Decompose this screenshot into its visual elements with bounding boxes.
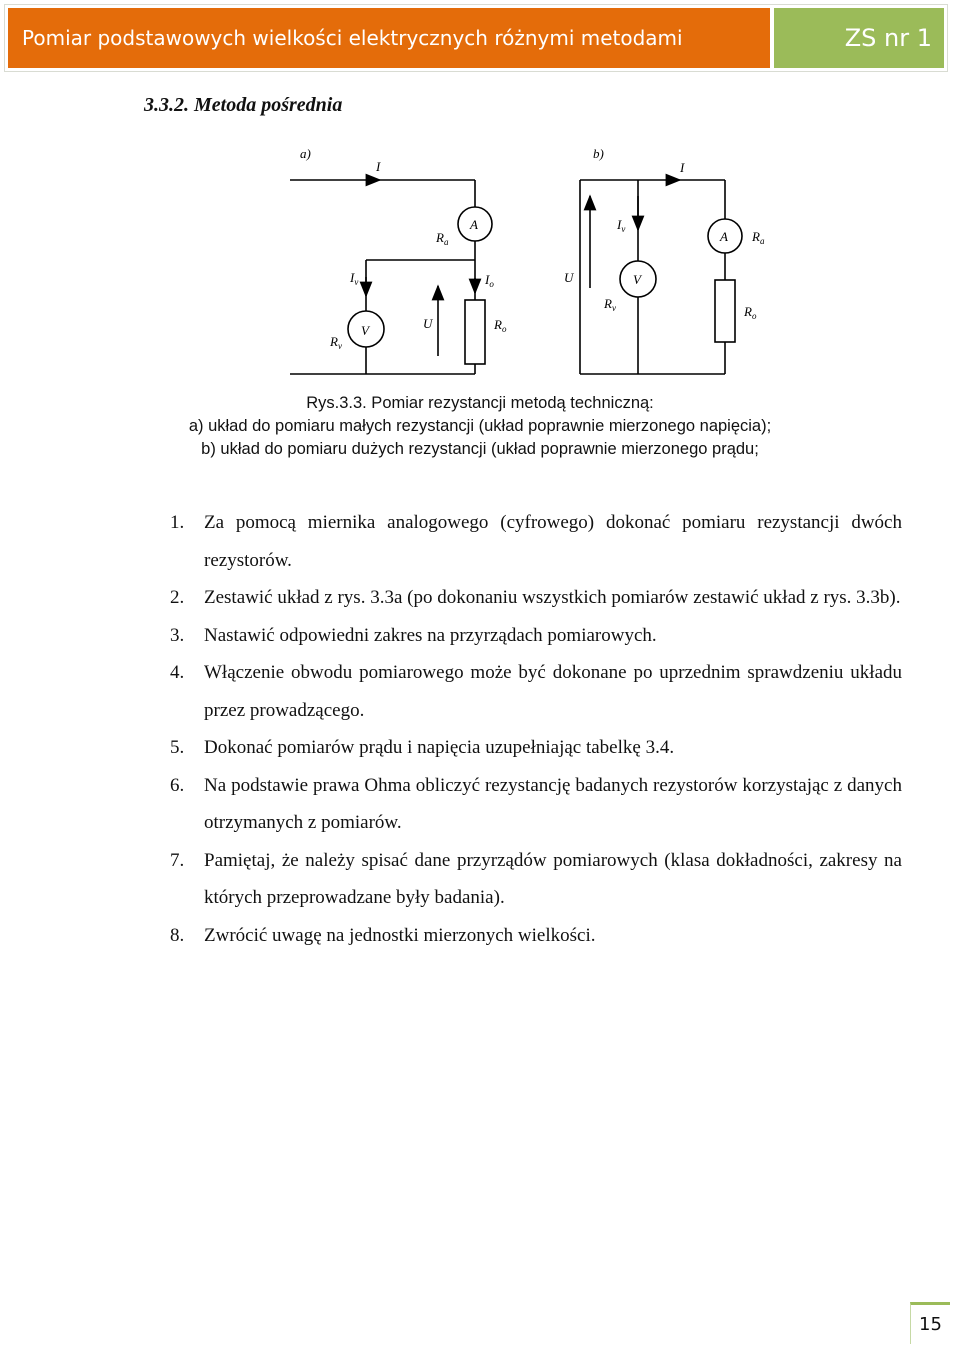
voltage-b: U xyxy=(564,270,574,285)
list-item: 8. Zwrócić uwagę na jednostki mierzonych wielkości. xyxy=(170,924,596,946)
figure-caption xyxy=(150,392,810,461)
label-b: b) xyxy=(593,146,604,161)
resistor-current-a: $I_o$ xyxy=(485,272,494,289)
list-item: 6. Na podstawie prawa Ohma obliczyć rezystancję badanych rezystorów korzystając z danych otrzymanych z pomiarów. xyxy=(170,774,902,833)
voltmeter-res-a: $R_v$ xyxy=(330,334,342,351)
header-title: Pomiar podstawowych wielkości elektrycznych różnymi metodami xyxy=(8,8,770,68)
label-a: a) xyxy=(300,146,311,161)
resistor-a: $R_o$ xyxy=(494,317,507,334)
voltmeter-res-b: $R_v$ xyxy=(604,296,616,313)
voltage-a: U xyxy=(423,316,433,331)
list-item: 3. Nastawić odpowiedni zakres na przyrządach pomiarowych. xyxy=(170,624,657,646)
voltmeter-current-a: $I_v$ xyxy=(350,270,359,287)
section-heading: 3.3.2. Metoda pośrednia xyxy=(144,94,343,116)
caption-line: a) układ do pomiaru małych rezystancji (układ poprawnie mierzonego napięcia); xyxy=(188,417,772,435)
caption-line: b) układ do pomiaru dużych rezystancji (układ poprawnie mierzonego prądu; xyxy=(201,440,759,458)
ammeter-b: A xyxy=(720,229,728,244)
circuit-b xyxy=(580,180,742,374)
voltmeter-a: V xyxy=(361,323,369,338)
header-code: ZS nr 1 xyxy=(774,8,944,68)
ammeter-res-a: $R_a$ xyxy=(436,230,449,247)
circuit-diagrams xyxy=(280,138,800,384)
current-b: I xyxy=(680,160,685,175)
list-item: 7. Pamiętaj, że należy spisać dane przyrządów pomiarowych (klasa dokładności, zakresy na których przeprowadzane były badania). xyxy=(170,849,902,908)
list-item: 1. Za pomocą miernika analogowego (cyfrowego) dokonać pomiaru rezystancji dwóch rezystorów. xyxy=(170,512,902,571)
voltmeter-current-b: $I_v$ xyxy=(617,217,626,234)
page-header xyxy=(4,4,948,72)
current-a: I xyxy=(376,159,381,174)
ammeter-a: A xyxy=(470,217,478,232)
resistor-b: $R_o$ xyxy=(744,304,757,321)
voltmeter-b: V xyxy=(633,272,641,287)
ammeter-res-b: $R_a$ xyxy=(752,229,765,246)
list-item: 4. Włączenie obwodu pomiarowego może być dokonane po uprzednim sprawdzeniu układu przez prowadzącego. xyxy=(170,662,902,721)
list-item: 5. Dokonać pomiarów prądu i napięcia uzupełniając tabelkę 3.4. xyxy=(170,737,675,758)
caption-line: Rys.3.3. Pomiar rezystancji metodą techniczną: xyxy=(306,394,654,412)
circuit-a xyxy=(290,180,492,374)
list-item: 2. Zestawić układ z rys. 3.3a (po dokonaniu wszystkich pomiarów zestawić układ z rys. 3.3b). xyxy=(170,587,901,608)
page-number: 15 xyxy=(910,1302,950,1344)
circuit-figure xyxy=(280,138,800,384)
procedure-list xyxy=(170,504,902,954)
